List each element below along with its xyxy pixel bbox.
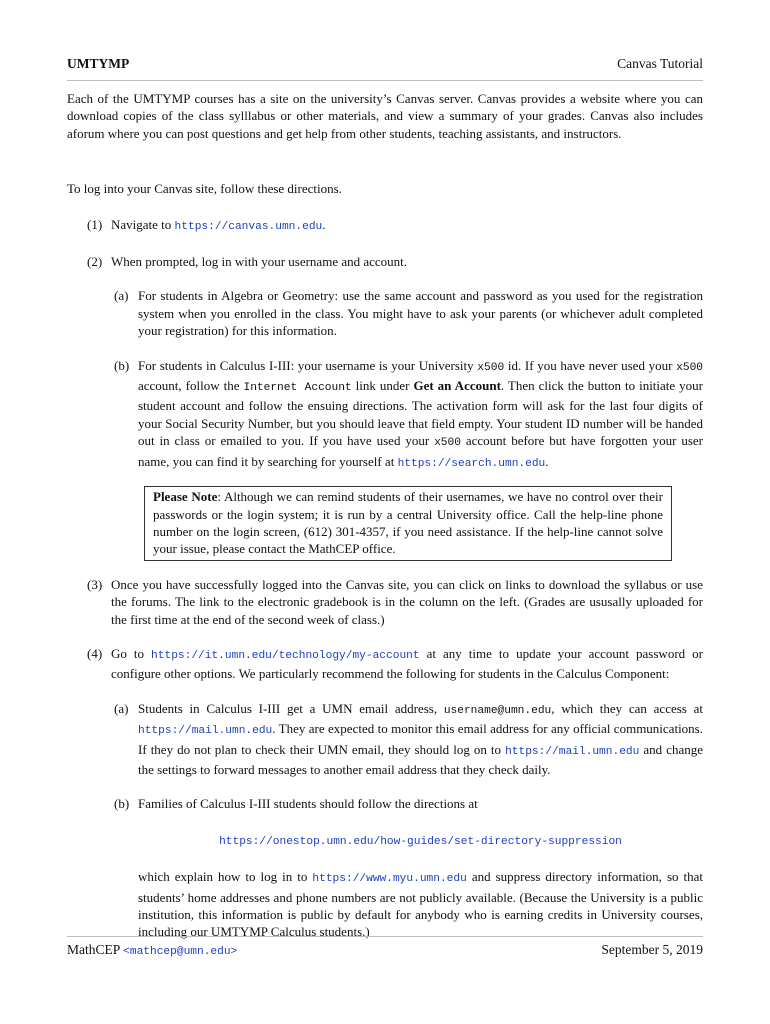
step-4b: (b) Families of Calculus I-III students should follow the directions at https://onestop.umn.edu/how-guides/set-directory-suppression which explain how to log in to https://www.myu.umn.edu and suppress directory information, so that students’ home addresses and phone numbers are not publicly available. (Because the University is a public institution, this information is public by default for anybody who is earning credits in University courses, including our UMTYMP Calculus students.) <box>114 796 703 940</box>
footer-email-link[interactable]: <mathcep@umn.edu> <box>123 946 238 958</box>
note-title: Please Note <box>153 489 218 505</box>
document-body <box>67 90 703 958</box>
step-3: (3) Once you have successfully logged into the Canvas site, you can click on links to download the syllabus or use the forums. The link to the electronic gradebook is in the column on the left. (Grades are ususally uploaded for the first time at the end of the second week of class.) <box>87 576 703 627</box>
mail-link[interactable]: https://mail.umn.edu <box>138 725 273 738</box>
step-1: (1) Navigate to https://canvas.umn.edu. <box>87 216 326 233</box>
page-header <box>67 56 703 76</box>
step-2-text: When prompted, log in with your username and account. <box>111 254 408 270</box>
step-2a: (a) For students in Algebra or Geometry: use the same account and password as you used for the registration system when you enrolled in the class. You might have to ask your parents (or whichever adult completed your registration) for this information. <box>114 288 703 339</box>
directory-suppression-link[interactable]: https://onestop.umn.edu/how-guides/set-directory-suppression <box>219 835 622 848</box>
step-4: (4) Go to https://it.umn.edu/technology/my-account at any time to update your account password or configure other options. We particularly recommend the following for students in the Calculus Component: (a) Students in Calculus I-III get a UMN email address, username@umn.edu, which they can access at https://mail.umn.edu. They are expected to monitor this email address for any official communications. If they do not plan to check their UMN email, they should log on to https://mail.umn.edu and change the settings to forward messages to another email address that they check daily. (b) Families of Calculus I-III students should follow the directions at https://onestop.umn.edu/how-guides/set-directory-suppression which explain how to log in to https://www.myu.umn.edu and suppress directory information, so that students’ home addresses and phone numbers are not publicly available. (Because the University is a public institution, this information is public by default for anybody who is earning credits in University courses, including our UMTYMP Calculus students.) <box>87 645 703 940</box>
intro-paragraph: Each of the UMTYMP courses has a site on the university’s Canvas server. Canvas provides a website where you can download copies of the class sylllabus or other materials, and view a summary of your grades. Canvas also includes aforum where you can post questions and get help from other students, teaching assistants, and instructors. <box>67 91 703 141</box>
header-rule <box>67 80 703 81</box>
myu-link[interactable]: https://www.myu.umn.edu <box>312 873 467 886</box>
footer-left: MathCEP <box>67 942 124 957</box>
step-2b: (b) For students in Calculus I-III: your username is your University x500 id. If you have never used your x500 account, follow the Internet Account link under Get an Account. Then click the button to initiate your student account and follow the ensuing directions. The activation form will ask for the last four digits of your Social Security Number, but you should leave that field empty. Your student ID number will be handed out in class or emailed to you. If you have used your x500 account before but have forgotten your user name, you can find it by searching for yourself at https://search.umn.edu. <box>114 357 704 470</box>
canvas-link[interactable]: https://canvas.umn.edu <box>174 220 323 233</box>
step-number: (4) <box>87 645 103 661</box>
lead-paragraph: To log into your Canvas site, follow these directions. <box>67 181 342 197</box>
header-left: UMTYMP <box>67 56 130 71</box>
my-account-link[interactable]: https://it.umn.edu/technology/my-account <box>151 649 420 662</box>
note-box: Please Note: Although we can remind students of their usernames, we have no control over their passwords or the login system; it is run by a central University office. Call the help-line phone number on the login screen, (612) 301-4357, if you need assistance. If the help-line cannot solve your issue, please contact the MathCEP office. <box>144 486 672 561</box>
step-4a: (a) Students in Calculus I-III get a UMN email address, username@umn.edu, which they can access at https://mail.umn.edu. They are expected to monitor this email address for any official communications. If they do not plan to check their UMN email, they should log on to https://mail.umn.edu and change the settings to forward messages to another email address that they check daily. <box>114 700 703 777</box>
search-link[interactable]: https://search.umn.edu <box>397 457 546 470</box>
footer-rule <box>67 936 703 937</box>
step-number: (3) <box>87 576 103 592</box>
mail-link-2[interactable]: https://mail.umn.edu <box>505 745 640 758</box>
step-2 <box>67 253 703 561</box>
step-number: (1) <box>87 216 103 232</box>
footer-date: September 5, 2019 <box>601 942 703 957</box>
header-right: Canvas Tutorial <box>617 56 703 71</box>
step-number: (2) <box>87 254 103 270</box>
